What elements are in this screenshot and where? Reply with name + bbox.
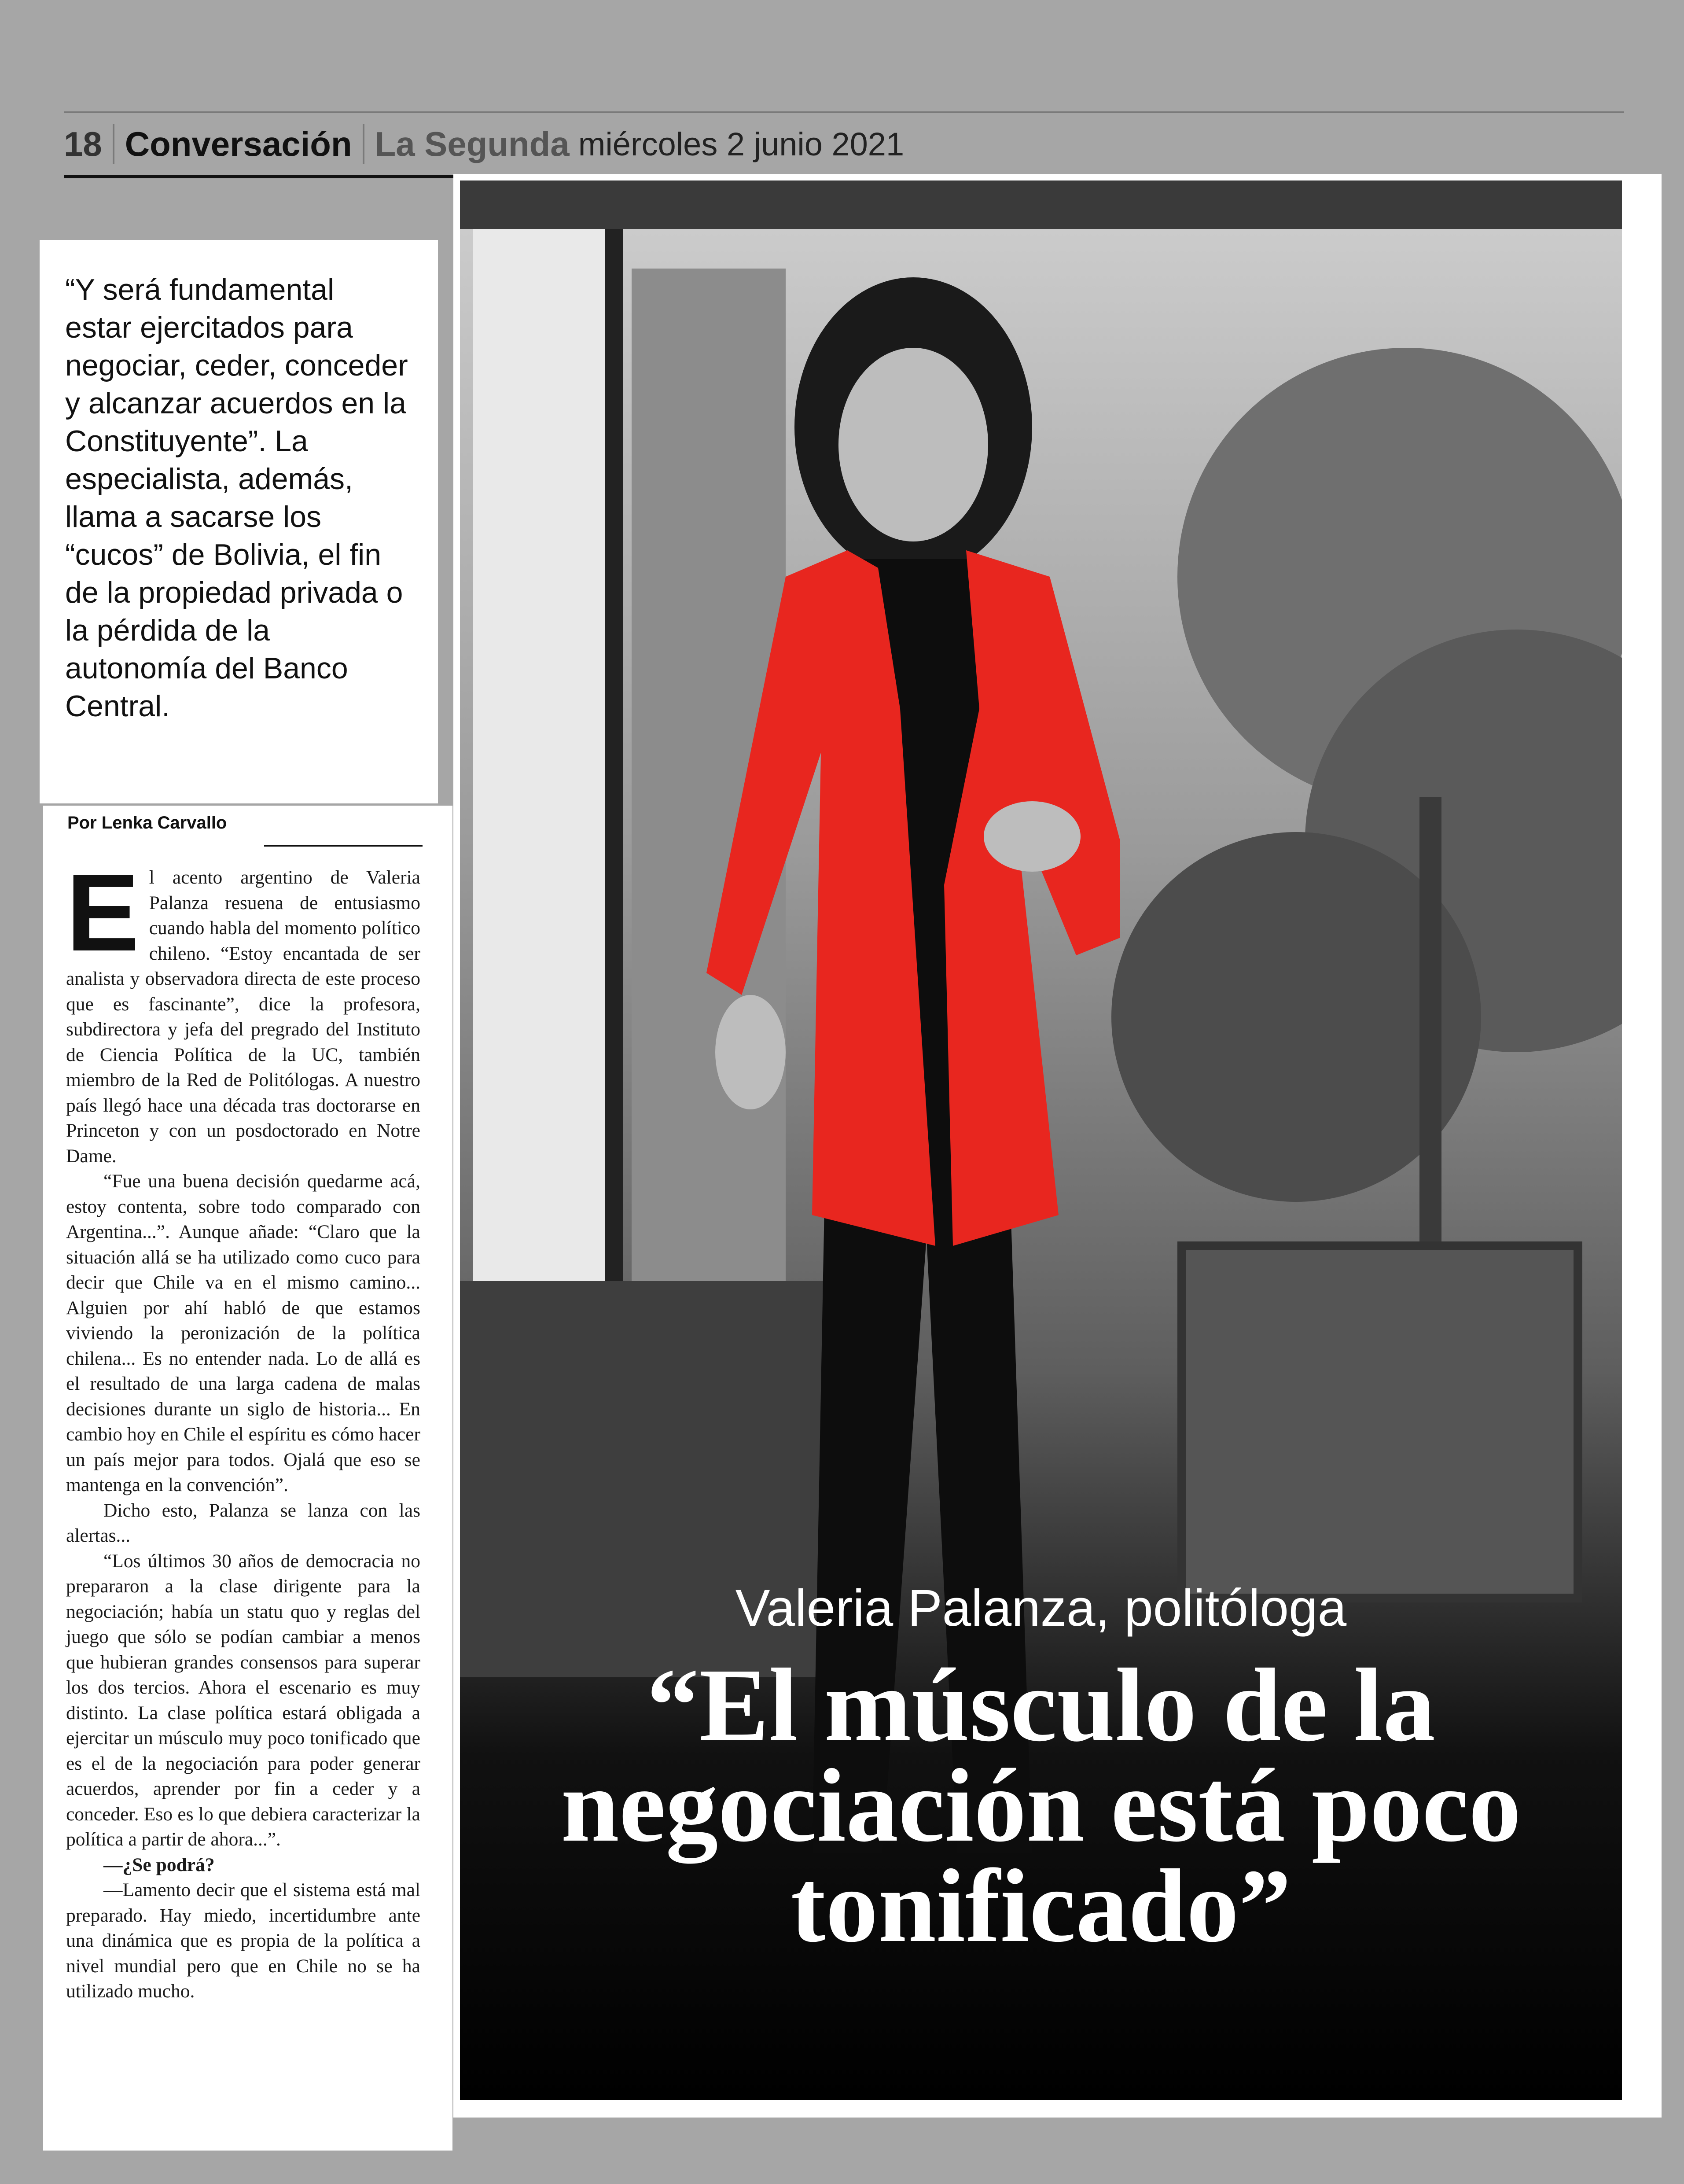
drop-cap: E: [66, 851, 140, 974]
article-paragraph: El acento argentino de Valeria Palanza resuena de entusiasmo cuando habla del momento político chileno. “Estoy encantada de ser analista y observadora directa de este proceso que es fascinante”, dice la profesora, subdirectora y jefa del pregrado del Instituto de Ciencia Política de la UC, también miembro de la Red de Politólogas. A nuestro país llegó hace una década tras doctorarse en Princeton y con un posdoctorado en Notre Dame.: [66, 851, 420, 1167]
newspaper-name: La Segunda: [363, 124, 570, 164]
article-body: [66, 851, 420, 2004]
issue-date: miércoles 2 junio 2021: [578, 125, 905, 162]
section-name: Conversación: [113, 124, 363, 164]
article-paragraph: Dicho esto, Palanza se lanza con las alertas...: [66, 1499, 420, 1546]
interview-answer: —Lamento decir que el sistema está mal preparado. Hay miedo, incertidumbre ante una dinámica que es propia de la política a nivel mundial pero que en Chile no se ha utilizado mucho.: [66, 1879, 420, 2002]
byline: Por Lenka Carvallo: [48, 809, 263, 836]
photo-subject-line: Valeria Palanza, politóloga: [735, 1579, 1347, 1637]
lead-quote: “Y será fundamental estar ejercitados para negociar, ceder, conceder y alcanzar acuerdos en la Constituyente”. La especialista, además, llama a sacarse los “cucos” de Bolivia, el fin de la propiedad privada o la pérdida de la autonomía del Banco Central.: [65, 273, 408, 723]
article-paragraph: “Los últimos 30 años de democracia no prepararon a la clase dirigente para la negociación; había un statu quo y reglas del juego que sólo se podían cambiar a menos que hubieran grandes consensos para superar los dos tercios. Ahora el escenario es muy distinto. La clase política estará obligada a ejercitar un músculo muy poco tonificado que es el de la negociación para poder generar acuerdos, aprender por fin a ceder y a conceder. Eso es lo que debiera caracterizar la política a partir de ahora...”.: [66, 1550, 420, 1850]
header-top-rule: [64, 111, 1624, 113]
interview-question: —¿Se podrá?: [103, 1854, 215, 1875]
headline: “El músculo de la negociación está poco tonificado”: [561, 1647, 1521, 1964]
page-header: [64, 115, 904, 173]
article-paragraph: “Fue una buena decisión quedarme acá, estoy contenta, sobre todo comparado con Argentina...”. Aunque añade: “Claro que la situación allá se ha utilizado como cuco para decir que Chile va en el mismo camino... Alguien por ahí habló de que estamos viviendo la peronización de la política chilena... Es no entender nada. Lo de allá es el resultado de una larga cadena de malas decisiones durante un siglo de historia... En cambio hoy en Chile el espíritu es cómo hacer un país mejor para todos. Ojalá que eso se mantenga en la convención”.: [66, 1171, 420, 1495]
page-number: 18: [64, 124, 102, 163]
byline-rule: [264, 845, 423, 847]
